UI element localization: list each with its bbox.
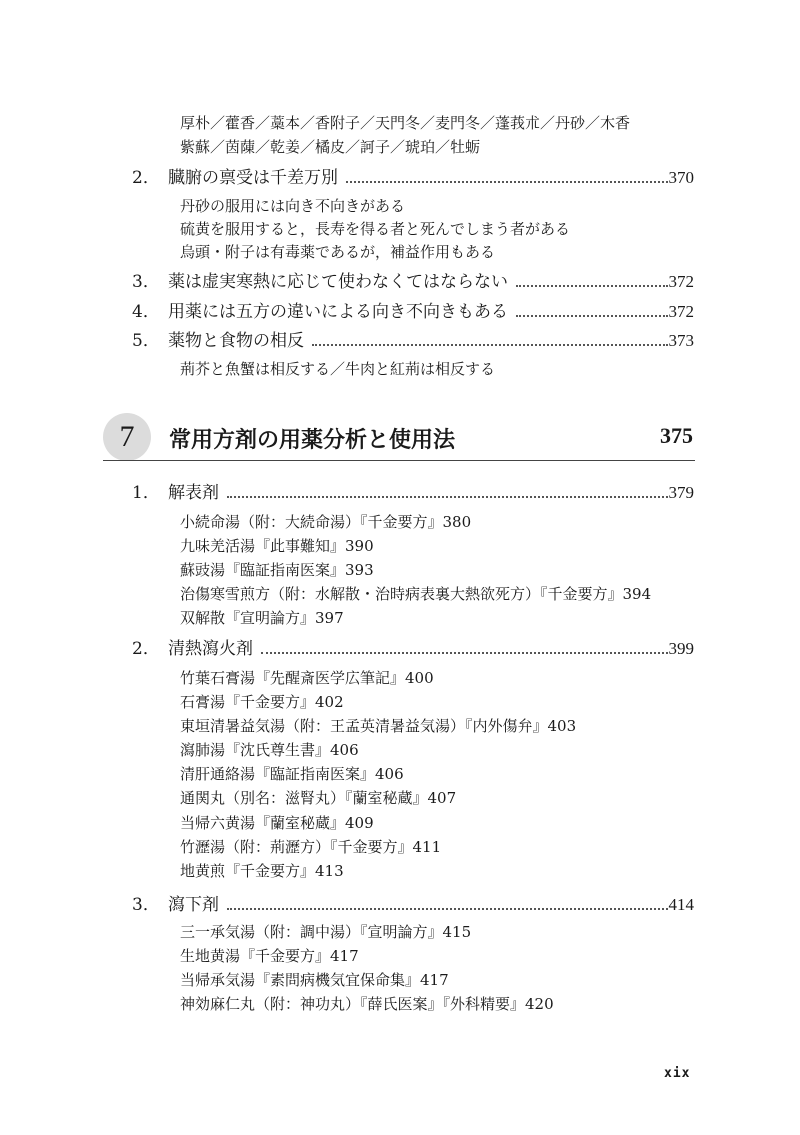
entry-title: 薬は虚実寒熱に応じて使わなくてはならない	[168, 272, 508, 292]
toc-entry[interactable]	[132, 164, 694, 188]
entry-number: 2．	[132, 639, 160, 659]
toc-entry[interactable]	[132, 479, 694, 503]
entry-subtopic: 烏頭・附子は有毒薬であるが，補益作用もある	[180, 243, 496, 261]
formula-item: 三一承気湯（附：調中湯）『宣明論方』415	[180, 923, 472, 941]
entry-page: 414	[668, 895, 694, 914]
entry-number: 1．	[132, 483, 160, 503]
entry-title: 用薬には五方の違いによる向き不向きもある	[168, 302, 508, 322]
page-folio: xix	[664, 1066, 691, 1081]
chapter-title: 常用方剤の用薬分析と使用法	[169, 427, 456, 453]
toc-entry[interactable]	[132, 327, 694, 351]
dot-leader	[516, 285, 668, 287]
entry-page: 370	[668, 168, 694, 187]
entry-title: 清熱瀉火剤	[168, 639, 253, 659]
formula-item: 当帰六黄湯『蘭室秘蔵』409	[180, 814, 374, 832]
formula-item: 東垣清暑益気湯（附：王孟英清暑益気湯）『内外傷弁』403	[180, 717, 577, 735]
entry-number: 3．	[132, 895, 160, 915]
formula-item: 生地黄湯『千金要方』417	[180, 947, 359, 965]
formula-item: 竹瀝湯（附：荊瀝方）『千金要方』411	[180, 838, 442, 856]
herb-list-line: 厚朴／藿香／藁本／香附子／天門冬／麦門冬／蓬莪朮／丹砂／木香	[180, 114, 631, 132]
dot-leader	[312, 344, 668, 346]
entry-number: 4．	[132, 302, 160, 322]
toc-entry[interactable]	[132, 268, 694, 292]
entry-subtopic: 荊芥と魚蟹は相反する／牛肉と紅荊は相反する	[180, 360, 496, 378]
entry-number: 3．	[132, 272, 160, 292]
chapter-number-badge: 7	[103, 413, 151, 461]
entry-title: 解表剤	[168, 483, 219, 503]
entry-page: 399	[668, 639, 694, 658]
entry-number: 5．	[132, 331, 160, 351]
chapter-page: 375	[660, 423, 693, 448]
formula-item: 石膏湯『千金要方』402	[180, 693, 344, 711]
formula-item: 当帰承気湯『素問病機気宜保命集』417	[180, 971, 449, 989]
toc-entry[interactable]	[132, 891, 694, 915]
entry-subtopic: 丹砂の服用には向き不向きがある	[180, 197, 406, 215]
formula-item: 地黄煎『千金要方』413	[180, 862, 344, 880]
entry-title: 薬物と食物の相反	[168, 331, 304, 351]
formula-item: 双解散『宣明論方』397	[180, 609, 344, 627]
chapter-heading[interactable]	[103, 413, 695, 461]
herb-list-line: 紫蘇／茵蔯／乾姜／橘皮／訶子／琥珀／牡蛎	[180, 138, 481, 156]
formula-item: 竹葉石膏湯『先醒斎医学広筆記』400	[180, 669, 434, 687]
entry-title: 瀉下剤	[168, 895, 219, 915]
toc-entry[interactable]	[132, 298, 694, 322]
entry-page: 372	[668, 272, 694, 291]
entry-page: 379	[668, 483, 694, 502]
entry-subtopic: 硫黄を服用すると，長寿を得る者と死んでしまう者がある	[180, 220, 571, 238]
dot-leader	[227, 908, 668, 910]
dot-leader	[261, 652, 668, 654]
entry-page: 373	[668, 331, 694, 350]
entry-page: 372	[668, 302, 694, 321]
formula-item: 瀉肺湯『沈氏尊生書』406	[180, 741, 359, 759]
formula-item: 小続命湯（附：大続命湯）『千金要方』380	[180, 513, 472, 531]
dot-leader	[516, 315, 668, 317]
formula-item: 清肝通絡湯『臨証指南医案』406	[180, 765, 404, 783]
formula-item: 治傷寒雪煎方（附：水解散・治時病表裏大熱欲死方）『千金要方』394	[180, 585, 652, 603]
dot-leader	[227, 496, 668, 498]
chapter-rule	[103, 460, 695, 461]
entry-title: 臓腑の禀受は千差万別	[168, 168, 338, 188]
formula-item: 九味羌活湯『此事難知』390	[180, 537, 374, 555]
toc-entry[interactable]	[132, 635, 694, 659]
formula-item: 通関丸（別名：滋腎丸）『蘭室秘蔵』407	[180, 789, 457, 807]
dot-leader	[346, 181, 668, 183]
formula-item: 蘇豉湯『臨証指南医案』393	[180, 561, 374, 579]
entry-number: 2．	[132, 168, 160, 188]
formula-item: 神効麻仁丸（附：神功丸）『薛氏医案』『外科精要』420	[180, 995, 554, 1013]
